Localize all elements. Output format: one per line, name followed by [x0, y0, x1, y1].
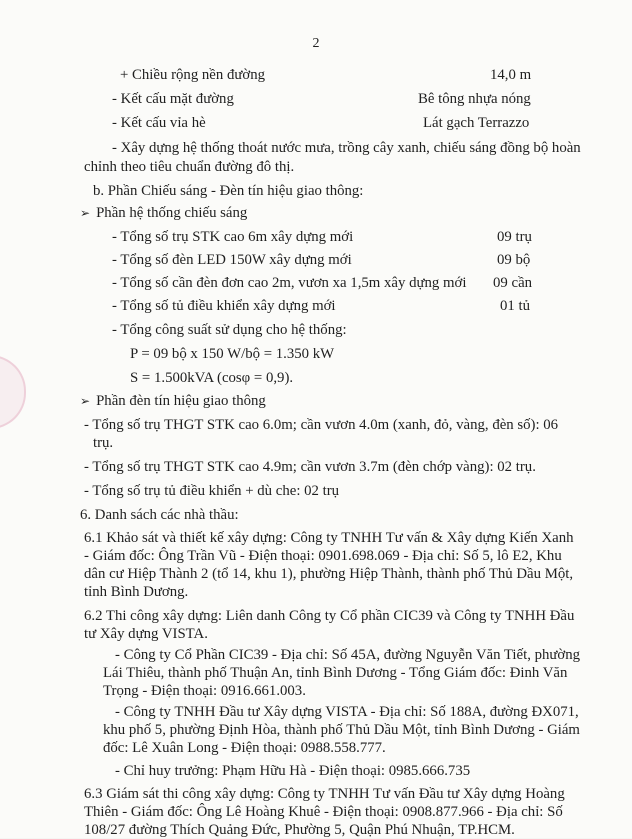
traffic-item1-line1: - Tổng số trụ THGT STK cao 6.0m; cần vươn 4.0m (xanh, đỏ, vàng, đèn số): 06 — [84, 417, 559, 433]
traffic-item1-line2: trụ. — [93, 435, 114, 451]
contractor-vista-line: - Công ty TNHH Đầu tư Xây dựng VISTA - Địa chỉ: Số 188A, đường ĐX071, — [115, 704, 579, 720]
contractor-6-3-line: 108/27 đường Thích Quảng Đức, Phường 5, Quận Phú Nhuận, TP.HCM. — [84, 822, 515, 838]
contractor-6-1-line: tỉnh Bình Dương. — [84, 584, 189, 600]
page-number: 2 — [312, 36, 320, 51]
contractor-6-3-line: 6.3 Giám sát thi công xây dựng: Công ty TNHH Tư vấn Đầu tư Xây dựng Hoàng — [84, 786, 565, 802]
lighting-item-label: - Tổng số đèn LED 150W xây dựng mới — [112, 252, 352, 268]
road-sidewalk-label: - Kết cấu vỉa hè — [112, 115, 206, 131]
traffic-item3: - Tổng số trụ tủ điều khiển + dù che: 02 trụ — [84, 483, 340, 499]
traffic-title: Phần đèn tín hiệu giao thông — [96, 393, 266, 409]
road-drainage-line1: - Xây dựng hệ thống thoát nước mưa, trồng cây xanh, chiếu sáng đồng bộ hoàn — [112, 140, 581, 156]
arrow-bullet-icon: ➢ — [80, 394, 91, 408]
lighting-title: Phần hệ thống chiếu sáng — [96, 205, 248, 221]
lighting-item-value: 09 trụ — [497, 229, 532, 245]
formula-s: S = 1.500kVA (cosφ = 0,9). — [130, 370, 294, 386]
contractor-6-1-line: 6.1 Khảo sát và thiết kế xây dựng: Công ty TNHH Tư vấn & Xây dựng Kiến Xanh — [84, 530, 574, 546]
road-width-value: 14,0 m — [490, 67, 532, 83]
lighting-item-value: 09 bộ — [497, 252, 531, 268]
contractor-vista-line: đốc: Lê Xuân Long - Điện thoại: 0988.558.777. — [103, 740, 386, 756]
road-surface-label: - Kết cấu mặt đường — [112, 91, 234, 107]
contractor-6-3-line: Thiên - Giám đốc: Ông Lê Hoàng Khuê - Điện thoại: 0908.877.966 - Địa chỉ: Số — [84, 804, 563, 820]
road-surface-value: Bê tông nhựa nóng — [418, 91, 531, 107]
lighting-item-label: - Tổng số cần đèn đơn cao 2m, vươn xa 1,5m xây dựng mới — [112, 275, 467, 291]
lighting-item-value: 09 cần — [493, 275, 533, 291]
contractor-6-2-line: tư Xây dựng VISTA. — [84, 626, 208, 642]
lighting-item-label: - Tổng số trụ STK cao 6m xây dựng mới — [112, 229, 354, 245]
contractors-heading: 6. Danh sách các nhà thầu: — [80, 507, 239, 523]
road-drainage-line2: chỉnh theo tiêu chuẩn đường đô thị. — [84, 159, 295, 175]
formula-p: P = 09 bộ x 150 W/bộ = 1.350 kW — [130, 346, 335, 362]
traffic-title-row — [80, 392, 266, 410]
power-label: - Tổng công suất sử dụng cho hệ thống: — [112, 322, 347, 338]
contractor-6-1-line: dân cư Hiệp Thành 2 (tổ 14, khu 1), phường Hiệp Thành, thành phố Thủ Dầu Một, — [84, 566, 574, 582]
arrow-bullet-icon: ➢ — [80, 206, 91, 220]
contractor-6-2-line: 6.2 Thi công xây dựng: Liên danh Công ty Cổ phần CIC39 và Công ty TNHH Đầu — [84, 608, 575, 624]
contractor-cic39-line: Trọng - Điện thoại: 0916.661.003. — [103, 683, 306, 699]
contractor-vista-line: khu phố 5, phường Định Hòa, thành phố Thủ Dầu Một, tỉnh Bình Dương - Giám — [103, 722, 580, 738]
road-width-label: + Chiều rộng nền đường — [120, 67, 266, 83]
road-sidewalk-value: Lát gạch Terrazzo — [423, 115, 530, 131]
traffic-item2: - Tổng số trụ THGT STK cao 4.9m; cần vươn 3.7m (đèn chớp vàng): 02 trụ. — [84, 459, 536, 475]
stamp-mark — [0, 355, 26, 429]
lighting-title-row — [80, 204, 247, 222]
contractor-cic39-line: Lái Thiêu, thành phố Thuận An, tỉnh Bình Dương - Tổng Giám đốc: Đinh Văn — [103, 665, 568, 681]
lighting-item-value: 01 tủ — [500, 298, 531, 314]
chief-commander: - Chỉ huy trưởng: Phạm Hữu Hà - Điện thoại: 0985.666.735 — [115, 763, 471, 779]
lighting-item-label: - Tổng số tủ điều khiển xây dựng mới — [112, 298, 336, 314]
section-b-heading: b. Phần Chiếu sáng - Đèn tín hiệu giao thông: — [93, 183, 364, 199]
contractor-6-1-line: - Giám đốc: Ông Trần Vũ - Điện thoại: 0901.698.069 - Địa chỉ: Số 5, lô E2, Khu — [84, 548, 562, 564]
contractor-cic39-line: - Công ty Cổ Phần CIC39 - Địa chỉ: Số 45A, đường Nguyễn Văn Tiết, phường — [115, 647, 581, 663]
